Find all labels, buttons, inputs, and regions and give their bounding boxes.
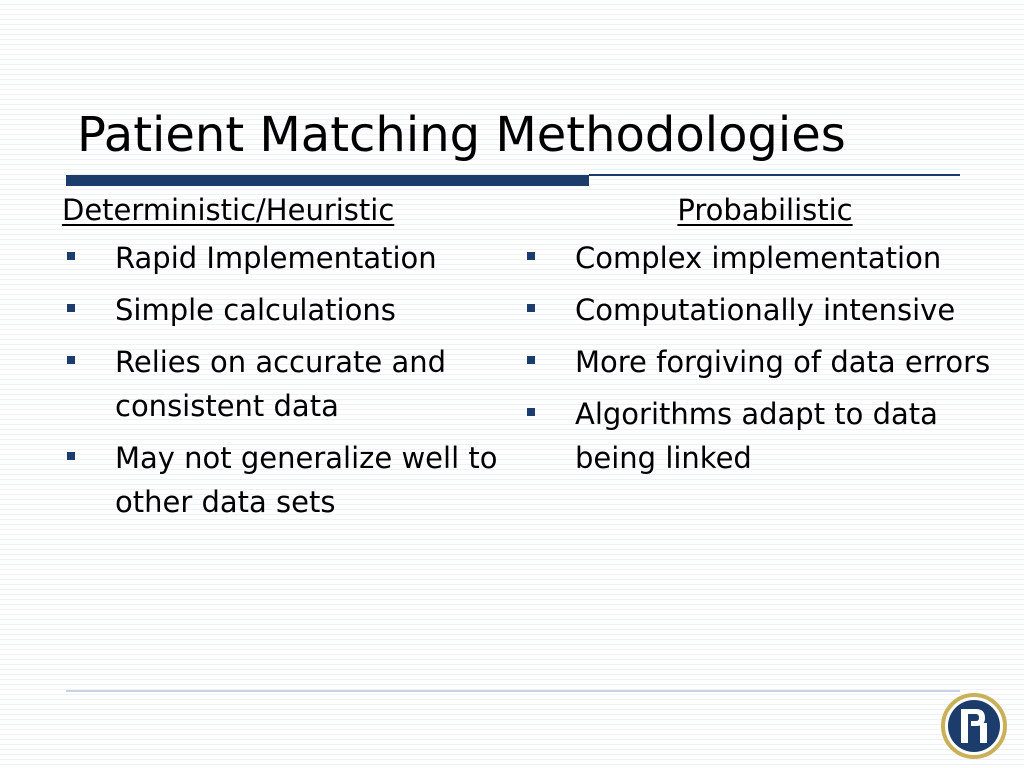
footer-divider [66,690,960,692]
list-item-text: May not generalize well to other data sets [115,441,498,519]
list-item-text: Simple calculations [115,293,396,327]
list-item [60,436,500,524]
list-item-text: Complex implementation [575,241,942,275]
probabilistic-column [520,190,1000,488]
deterministic-header: Deterministic/Heuristic [62,193,395,227]
square-bullet-icon [527,304,535,312]
logo-stem-right [980,723,987,743]
list-item-text: Relies on accurate and consistent data [115,345,447,423]
rj-monogram-logo-icon [941,693,1007,759]
square-bullet-icon [67,304,75,312]
list-item [520,392,1000,480]
square-bullet-icon [67,452,75,460]
deterministic-column [60,190,500,532]
square-bullet-icon [67,252,75,260]
list-item [520,340,1000,384]
probabilistic-header: Probabilistic [677,193,853,227]
list-item-text: More forgiving of data errors [575,345,991,379]
list-item [60,236,500,280]
probabilistic-list [520,236,1000,480]
title-underline-thick [66,175,589,186]
list-item [520,236,1000,280]
list-item [60,340,500,428]
list-item-text: Algorithms adapt to data being linked [575,397,938,475]
square-bullet-icon [527,408,535,416]
list-item-text: Computationally intensive [575,293,956,327]
list-item [60,288,500,332]
title-underline-thin [589,174,960,176]
deterministic-list [60,236,500,524]
logo-stem-left [961,709,968,743]
list-item-text: Rapid Implementation [115,241,437,275]
square-bullet-icon [67,356,75,364]
logo-graphic [941,693,1007,759]
square-bullet-icon [527,356,535,364]
slide-title: Patient Matching Methodologies [77,107,846,163]
list-item [520,288,1000,332]
square-bullet-icon [527,252,535,260]
